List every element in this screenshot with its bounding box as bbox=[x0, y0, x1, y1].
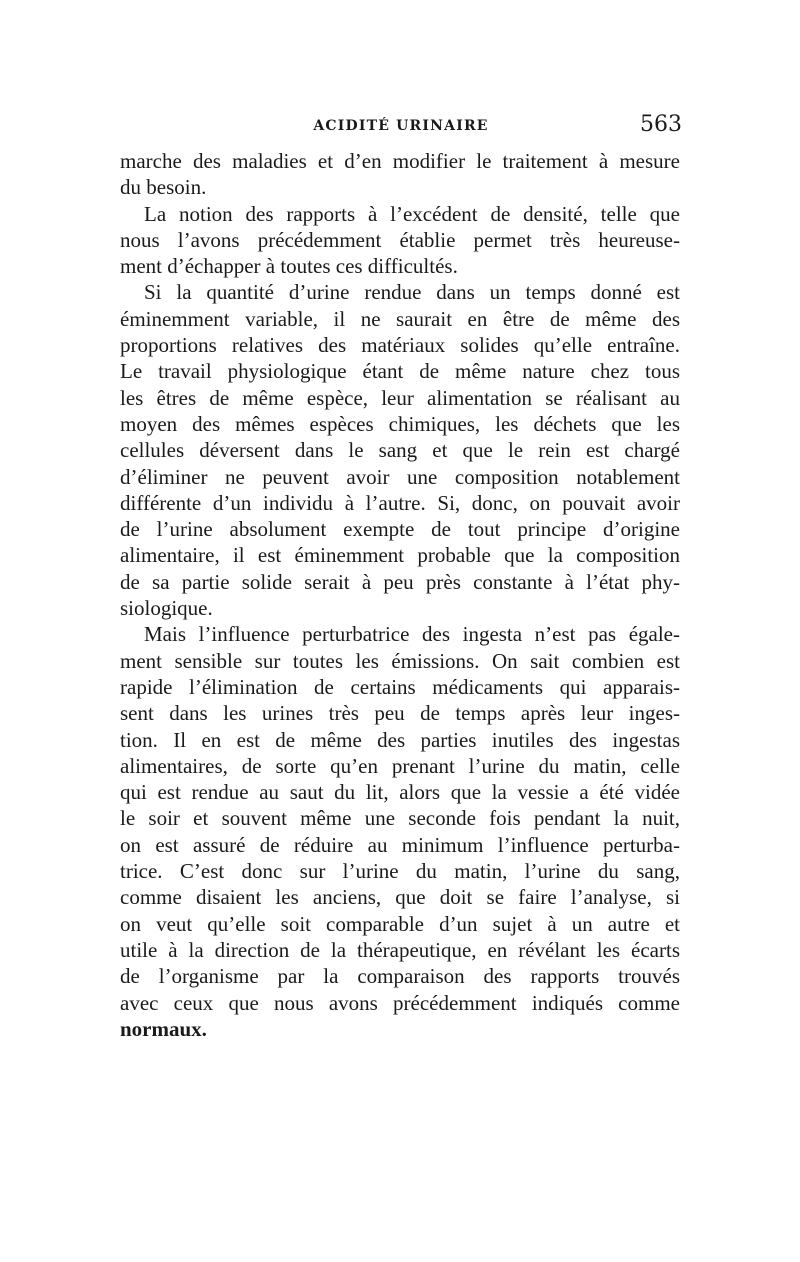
text-line: moyen des mêmes espèces chimiques, les déchets que les bbox=[120, 411, 680, 436]
text-line: du besoin. bbox=[120, 175, 207, 200]
text-line: cellules déversent dans le sang et que le rein est chargé bbox=[120, 438, 680, 463]
text-line: avec ceux que nous avons précédemment indiqués comme bbox=[120, 990, 680, 1015]
text-line: alimentaires, de sorte qu’en prenant l’urine du matin, celle bbox=[120, 753, 680, 778]
text-line: différente d’un individu à l’autre. Si, donc, on pouvait avoir bbox=[120, 490, 680, 515]
text-line: trice. C’est donc sur l’urine du matin, l’urine du sang, bbox=[120, 859, 680, 884]
text-line: siologique. bbox=[120, 596, 213, 621]
text-line: sent dans les urines très peu de temps après leur inges- bbox=[120, 701, 680, 726]
text-line: rapide l’élimination de certains médicaments qui apparais- bbox=[120, 674, 680, 699]
paragraph-first-line: Mais l’influence perturbatrice des ingesta n’est pas égale- bbox=[144, 622, 680, 647]
text-line: marche des maladies et d’en modifier le traitement à mesure bbox=[120, 149, 680, 173]
text-line: qui est rendue au saut du lit, alors que la vessie a été vidée bbox=[120, 780, 680, 805]
text-line: d’éliminer ne peuvent avoir une composition notablement bbox=[120, 464, 680, 489]
text-line: éminemment variable, il ne saurait en être de même des bbox=[120, 306, 680, 331]
text-line: de sa partie solide serait à peu près constante à l’état phy- bbox=[120, 569, 680, 594]
text-line: alimentaire, il est éminemment probable que la composition bbox=[120, 543, 680, 568]
body-text bbox=[120, 148, 680, 1042]
text-line: on est assuré de réduire au minimum l’influence perturba- bbox=[120, 832, 680, 857]
text-line: normaux. bbox=[120, 1016, 207, 1041]
text-line: de l’organisme par la comparaison des rapports trouvés bbox=[120, 964, 680, 989]
text-line: utile à la direction de la thérapeutique, en révélant les écarts bbox=[120, 937, 680, 962]
text-line: comme disaient les anciens, que doit se faire l’analyse, si bbox=[120, 885, 680, 910]
text-line: proportions relatives des matériaux solides qu’elle entraîne. bbox=[120, 333, 680, 358]
text-line: les êtres de même espèce, leur alimentation se réalisant au bbox=[120, 385, 680, 410]
text-line: ment sensible sur toutes les émissions. On sait combien est bbox=[120, 648, 680, 673]
page-number: 563 bbox=[640, 112, 682, 137]
text-line: ment d’échapper à toutes ces difficultés. bbox=[120, 254, 458, 279]
paragraph-first-line: Si la quantité d’urine rendue dans un temps donné est bbox=[144, 280, 680, 305]
text-line: de l’urine absolument exempte de tout principe d’origine bbox=[120, 517, 680, 542]
running-head bbox=[120, 112, 682, 140]
running-title: ACIDITÉ URINAIRE bbox=[313, 118, 489, 134]
text-line: Le travail physiologique étant de même nature chez tous bbox=[120, 359, 680, 384]
text-line: tion. Il en est de même des parties inutiles des ingestas bbox=[120, 727, 680, 752]
text-line: nous l’avons précédemment établie permet très heureuse- bbox=[120, 227, 680, 252]
paragraph-first-line: La notion des rapports à l’excédent de densité, telle que bbox=[144, 201, 680, 226]
text-line: le soir et souvent même une seconde fois pendant la nuit, bbox=[120, 806, 680, 831]
text-line: on veut qu’elle soit comparable d’un sujet à un autre et bbox=[120, 911, 680, 936]
